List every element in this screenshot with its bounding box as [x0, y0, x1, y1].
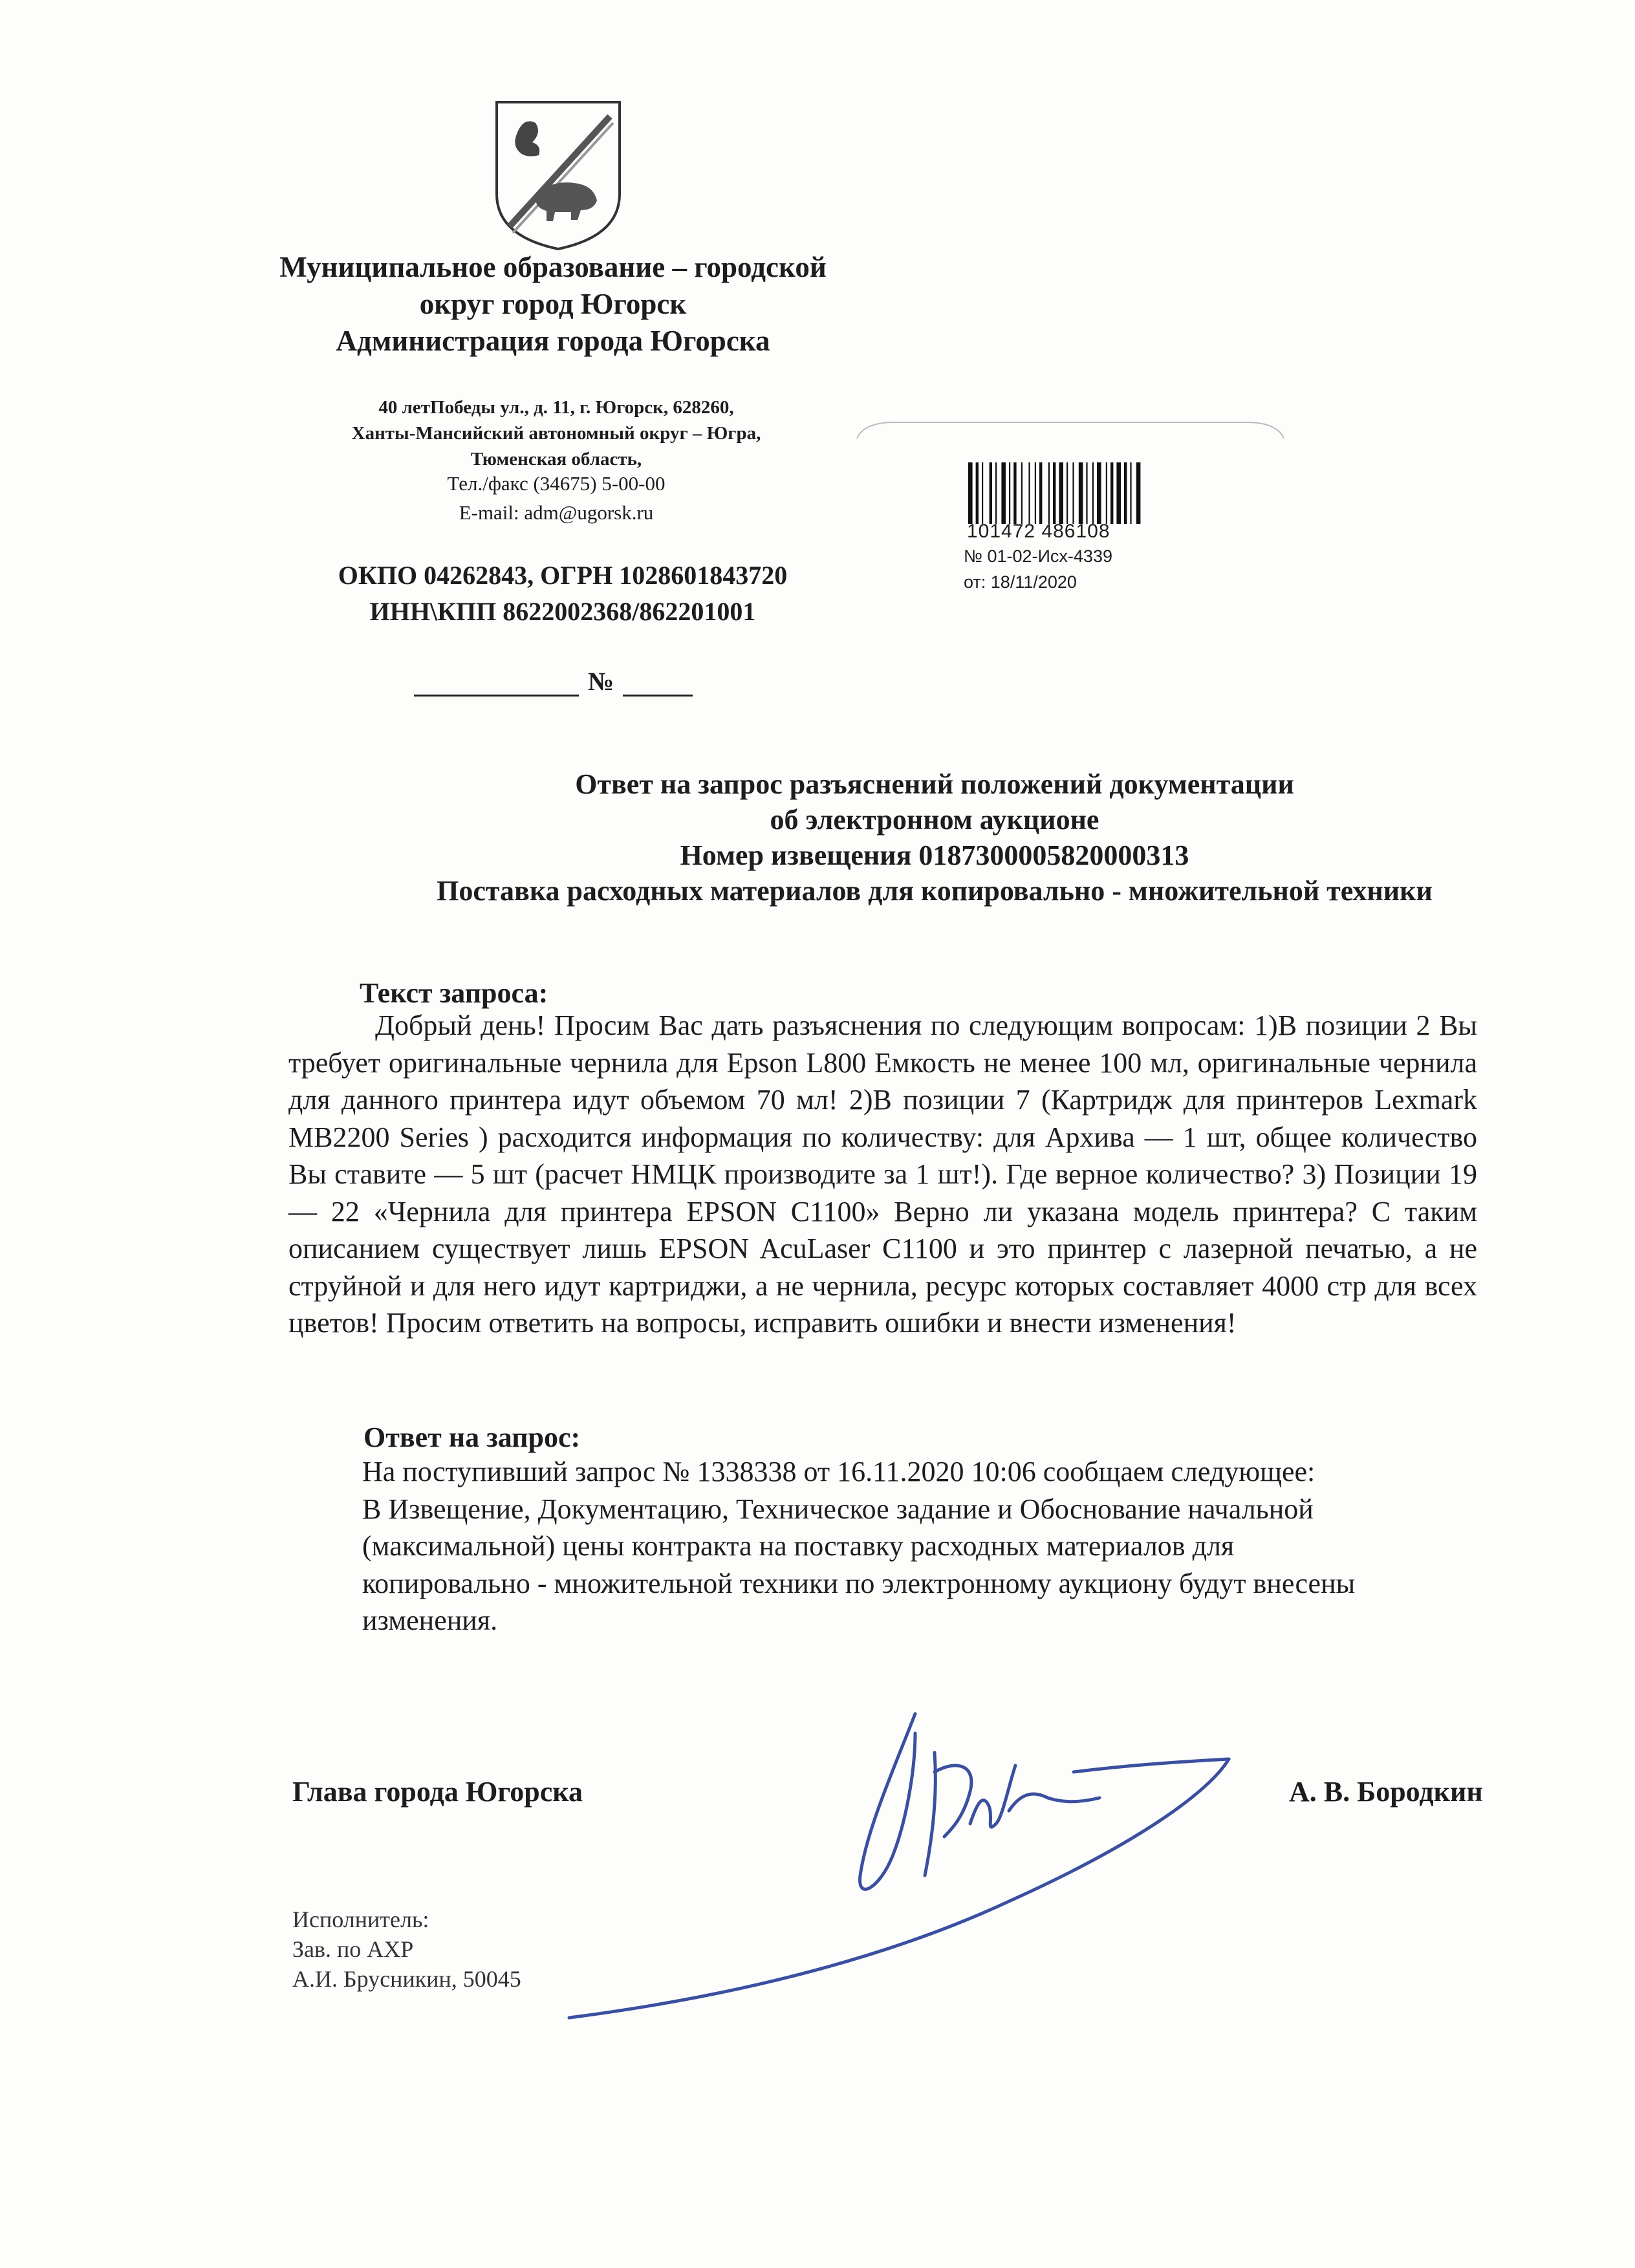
registration-number: № 01-02-Исх-4339	[964, 546, 1112, 566]
number-sign: №	[588, 667, 614, 696]
barcode-bar	[990, 462, 992, 524]
outgoing-reference-line	[414, 666, 724, 697]
number-blank	[623, 669, 693, 697]
barcode-bar	[1013, 462, 1016, 524]
barcode-bar	[1067, 462, 1068, 524]
title-line-3: Номер извещения 0187300005820000313	[680, 839, 1189, 871]
barcode-bar	[1039, 462, 1042, 524]
answer-line-4: копировально - множительной техники по электронному аукциону будут внесены	[362, 1567, 1356, 1599]
executor-block	[292, 1905, 521, 1994]
barcode-bar	[976, 462, 979, 524]
organization-name	[213, 249, 893, 360]
organization-address	[259, 394, 854, 472]
phone-fax: Тел./факс (34675) 5-00-00	[447, 472, 666, 495]
barcode-bar	[1028, 462, 1030, 524]
barcode-bar	[1130, 462, 1131, 524]
signatory-name: А. В. Бородкин	[1289, 1776, 1483, 1808]
address-line-3: Тюменская область,	[470, 449, 642, 470]
title-line-2: об электронном аукционе	[770, 804, 1099, 836]
handwritten-signature	[556, 1694, 1294, 2031]
registration-date: от: 18/11/2020	[964, 572, 1077, 592]
barcode-bar	[1086, 462, 1087, 524]
barcode-bar	[1092, 462, 1094, 524]
answer-line-5: изменения.	[362, 1604, 498, 1636]
org-name-line-1: Муниципальное образование – городской	[279, 251, 827, 283]
org-name-line-3: Администрация города Югорска	[336, 325, 770, 357]
okpo-ogrn: ОКПО 04262843, ОГРН 1028601843720	[338, 561, 788, 590]
answer-line-2: В Извещение, Документацию, Техническое задание и Обоснование начальной	[362, 1493, 1314, 1525]
query-heading: Текст запроса:	[360, 977, 548, 1009]
barcode-bar	[1136, 462, 1141, 524]
organization-contacts	[323, 469, 789, 527]
barcode-bar	[1079, 462, 1083, 524]
executor-name-phone: А.И. Брусникин, 50045	[292, 1966, 521, 1992]
date-blank	[414, 669, 579, 697]
coat-of-arms-emblem	[490, 97, 626, 252]
barcode-bar	[1048, 462, 1050, 524]
barcode-bar	[1072, 462, 1074, 524]
answer-text	[362, 1453, 1526, 1639]
barcode-bar	[1116, 462, 1121, 524]
query-text: Добрый день! Просим Вас дать разъяснения по следующим вопросам: 1)В позиции 2 Вы требует оригинальные чернила для Epson L800 Емкость не менее 100 мл, оригинальные чернила для данного принтера идут объемом 70 мл! 2)В позиции 7 (Картридж для принтеров Lexmark MB2200 Series ) расходится информация по количеству: для Архива — 1 шт, общее количество Вы ставите — 5 шт (расчет НМЦК производите за 1 шт!). Где верное количество? 3) Позиции 19 — 22 «Чернила для принтера EPSON C1100» Верно ли указана модель принтера? С таким описанием существует лишь EPSON AcuLaser C1100 и это принтер с лазерной печатью, а не струйной и для него идут картриджи, а не чернила, ресурс которых составляет 4000 стр для всех цветов! Просим ответить на вопросы, исправить ошибки и внести изменения!	[288, 1010, 1477, 1339]
barcode-bar	[1009, 462, 1010, 524]
barcode-bar	[1097, 462, 1101, 524]
barcode-bar	[1053, 462, 1056, 524]
document-title	[343, 766, 1526, 909]
email: E-mail: adm@ugorsk.ru	[459, 501, 654, 524]
title-line-1: Ответ на запрос разъяснений положений документации	[575, 768, 1294, 800]
inn-kpp: ИНН\КПП 8622002368/862201001	[369, 597, 756, 626]
barcode-bar	[1035, 462, 1036, 524]
executor-post: Зав. по АХР	[292, 1936, 414, 1962]
barcode-bar	[1001, 462, 1006, 524]
barcode-bar	[995, 462, 997, 524]
barcode	[967, 462, 1171, 524]
answer-line-3: (максимальной) цены контракта на поставку расходных материалов для	[362, 1530, 1235, 1562]
organization-codes	[239, 557, 886, 630]
answer-line-1: На поступивший запрос № 1338338 от 16.11.2020 10:06 сообщаем следующее:	[362, 1456, 1316, 1487]
org-name-line-2: округ город Югорск	[419, 288, 687, 320]
answer-heading: Ответ на запрос:	[363, 1421, 581, 1453]
barcode-bar	[1021, 462, 1023, 524]
barcode-digits: 101472 486108	[967, 521, 1110, 542]
stamp-border-arc	[854, 420, 1287, 440]
barcode-bar	[1110, 462, 1113, 524]
barcode-bar	[968, 462, 973, 524]
signatory-position: Глава города Югорска	[292, 1776, 583, 1808]
barcode-bar	[1106, 462, 1107, 524]
title-line-4: Поставка расходных материалов для копировально - множительной техники	[437, 875, 1433, 907]
barcode-bar	[982, 462, 983, 524]
barcode-bar	[1059, 462, 1063, 524]
barcode-bar	[1124, 462, 1127, 524]
address-line-2: Ханты-Мансийский автономный округ – Югра,	[351, 423, 761, 444]
address-line-1: 40 летПобеды ул., д. 11, г. Югорск, 628260,	[378, 397, 734, 418]
executor-label: Исполнитель:	[292, 1906, 429, 1932]
